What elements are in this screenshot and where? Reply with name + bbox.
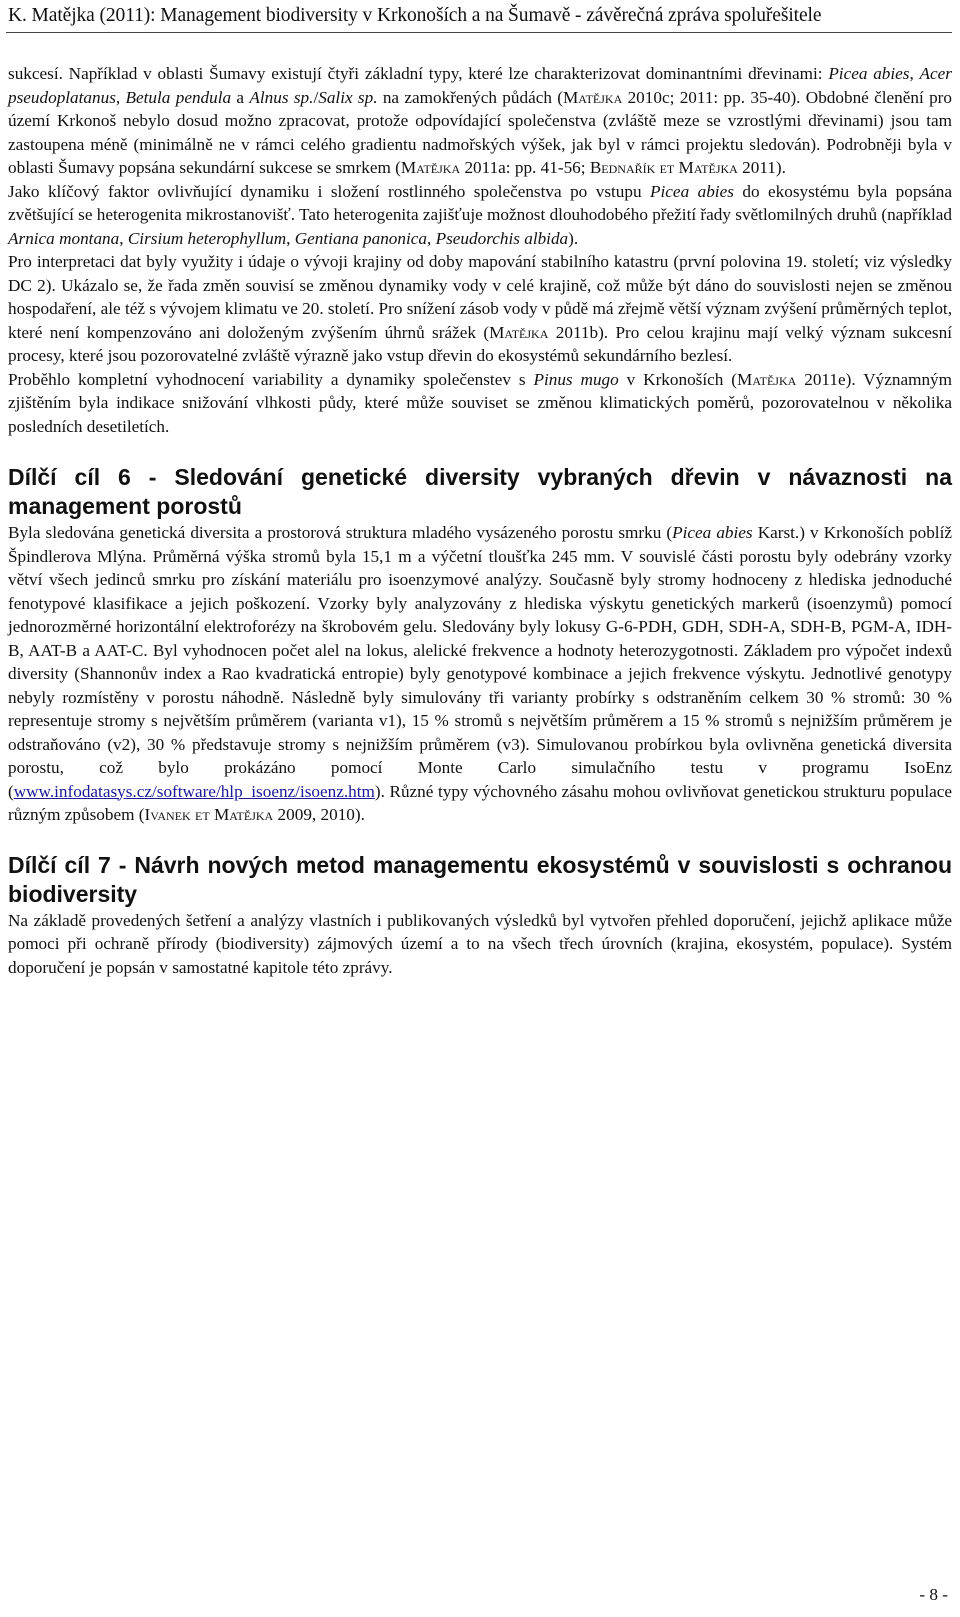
text: Byla sledována genetická diversita a prostorová struktura mladého vysázeného porostu smrku ( <box>8 523 673 542</box>
species-name: Pseudorchis albida <box>435 228 569 248</box>
page-number: - 8 - <box>919 1585 948 1604</box>
text: ). Různé typy výchovného zásahu mohou ovlivňovat genetickou strukturu populace různým způsobem ( <box>8 781 952 824</box>
text: , <box>119 228 128 248</box>
text: 2011b). Pro celou krajinu mají velký význam sukcesní procesy, které jsou pozorovatelné zvláště výrazně jako vstup dřevin do ekosystémů sekundárního bezlesí. <box>8 322 952 365</box>
text: na zamokřených půdách ( <box>377 87 563 107</box>
species-name: Picea abies <box>650 181 734 201</box>
author-name: Matějka <box>489 322 549 342</box>
species-name: Acer pseudoplatanus <box>8 64 952 107</box>
paragraph-genetic-diversity <box>8 521 952 827</box>
text: do ekosystému byla popsána zvětšující se heterogenita mikrostanovišť. Tato heterogenita zajišťuje možnost dlouhodobého přežití řady světlomilných druhů (například <box>8 181 953 224</box>
text: Pro interpretaci dat byly využity i údaje o vývoji krajiny od doby mapování stabilního katastru (první polovina 19. století; viz výsledky DC 2). Ukázalo se, že řada změn souvisí se změnou dynamiky vody v celé krajině, což může být dáno do souvislosti nejen se změnou hospodaření, ale též s vývojem klimatu ve 20. století. Pro snížení zásob vody v půdě má zřejmě větší význam zvýšení průměrných teplot, které není kompenzováno ani doloženým zvýšením úhrnů srážek ( <box>8 252 952 342</box>
species-name: Picea abies <box>672 523 753 542</box>
text: Jako klíčový faktor ovlivňující dynamiku i složení rostlinného společenstva po vstupu <box>8 181 651 201</box>
text: 2011a: pp. 41-56; <box>460 158 590 177</box>
isoenz-link[interactable]: www.infodatasys.cz/software/hlp_isoenz/isoenz.htm <box>13 781 375 801</box>
text: Karst.) v Krkonoších poblíž Špindlerova Mlýna. Průměrná výška stromů byla 15,1 m a výčetní tloušťka 245 mm. V souvislé části porostu byly odebrány vzorky větví všech jedinců smrku pro získání materiálu pro isoenzymové analýzy. Současně byly stromy hodnoceny z hlediska jednoduché fenotypové klasifikace a jejich poškození. Vzorky byly analyzovány z hlediska výskytu genetických markerů (isoenzymů) pomocí jednorozměrné horizontální elektroforézy na škrobovém gelu. Sledovány byly lokusy G-6-PDH, GDH, SDH-A, SDH-B, PGM-A, IDH-B, AAT-B a AAT-C. Byl vyhodnocen počet alel na lokus, alelické frekvence a hodnoty heterozygotnosti. Základem pro výpočet indexů diversity (Shannonův index a Rao kvadratická entropie) byly genotypové kombinace a jejich frekvence výskytu. Jednotlivé genotypy nebyly rozmístěny v porostu náhodně. Následně byly simulovány tři varianty probírky s odstraněním celkem 30 % stromů: 30 % representuje stromy s největším průměrem (varianta v1), 15 % stromů s největším průměrem a 15 % stromů s nejnižším průměrem je odstraňováno (v2), 30 % představuje stromy s nejnižším průměrem (v3). Simulovanou probírkou byla ovlivněna genetická diversita porostu, což bylo prokázáno pomocí Monte Carlo simulačního testu v programu IsoEnz ( <box>8 523 952 801</box>
species-name: Pinus mugo <box>533 369 619 389</box>
author-name: Ivanek et Matějka <box>144 805 274 824</box>
text: sukcesí. Například v oblasti Šumavy existují čtyři základní typy, které lze charakterizovat dominantními dřevinami: <box>8 64 829 83</box>
text: 2011e). Významným zjištěním byla indikace snižování vlhkosti půdy, které může souviset se změnou klimatických poměrů, pozorovatelnou v několika posledních desetiletích. <box>8 369 953 436</box>
species-name: Gentiana panonica <box>294 228 427 248</box>
species-name: Betula pendula <box>125 87 232 107</box>
text: Proběhlo kompletní vyhodnocení variability a dynamiky společenstev s <box>8 369 534 389</box>
header-rule <box>6 32 952 33</box>
text: , <box>286 228 295 248</box>
author-name: Matějka <box>400 158 461 177</box>
species-name: Alnus sp. <box>249 87 314 107</box>
text: v Krkonoších ( <box>618 369 738 389</box>
paragraph-recommendations: Na základě provedených šetření a analýzy vlastních i publikovaných výsledků byl vytvořen přehled doporučení, jejichž aplikace může pomoci při ochraně přírody (biodiversity) zájmových území a to na všech třech úrovních (krajina, ekosystém, populace). Systém doporučení je popsán v samostatné kapitole této zprávy. <box>8 910 952 977</box>
species-name: Cirsium heterophyllum <box>127 228 287 248</box>
species-name: Picea abies <box>828 64 910 83</box>
section-7-heading: Dílčí cíl 7 - Návrh nových metod managementu ekosystémů v souvislosti s ochranou biodiversity <box>8 851 952 907</box>
text: / <box>313 87 319 107</box>
text: 2011). <box>737 158 786 177</box>
text: ). <box>568 228 579 248</box>
paragraph-heterogeneity <box>8 180 952 251</box>
author-name: Matějka <box>737 369 797 389</box>
page-body <box>8 62 952 979</box>
running-header: K. Matějka (2011): Management biodiversity v Krkonoších a na Šumavě - závěrečná zpráva spoluřešitele <box>8 5 822 26</box>
species-name: Salix sp. <box>318 87 378 107</box>
text: 2009, 2010). <box>273 805 365 824</box>
text: 2010c; 2011: pp. 35-40). Obdobné členění pro území Krkonoš nebylo dosud možno zpracovat, protože odpovídající společenstva (zvláště meze se vzrostlými dřevinami) jsou tam zastoupena méně (minimálně ne v rámci celého gradientu nadmořských výšek, jak byl v rámci projektu sledován). Podrobněji byla v oblasti Šumavy popsána sekundární sukcese se smrkem ( <box>8 87 952 177</box>
author-name: Matějka <box>562 87 623 107</box>
text: , <box>909 64 920 83</box>
paragraph-succession <box>8 62 952 180</box>
text: , <box>115 87 126 107</box>
section-6-heading: Dílčí cíl 6 - Sledování genetické diversity vybraných dřevin v návaznosti na management porostů <box>8 464 952 519</box>
species-name: Arnica montana <box>8 228 120 248</box>
paragraph-pinus-mugo <box>8 368 952 439</box>
text: a <box>231 87 250 107</box>
text: , <box>427 228 436 248</box>
author-name: Bednařík et Matějka <box>589 158 738 177</box>
paragraph-landscape <box>8 250 952 368</box>
